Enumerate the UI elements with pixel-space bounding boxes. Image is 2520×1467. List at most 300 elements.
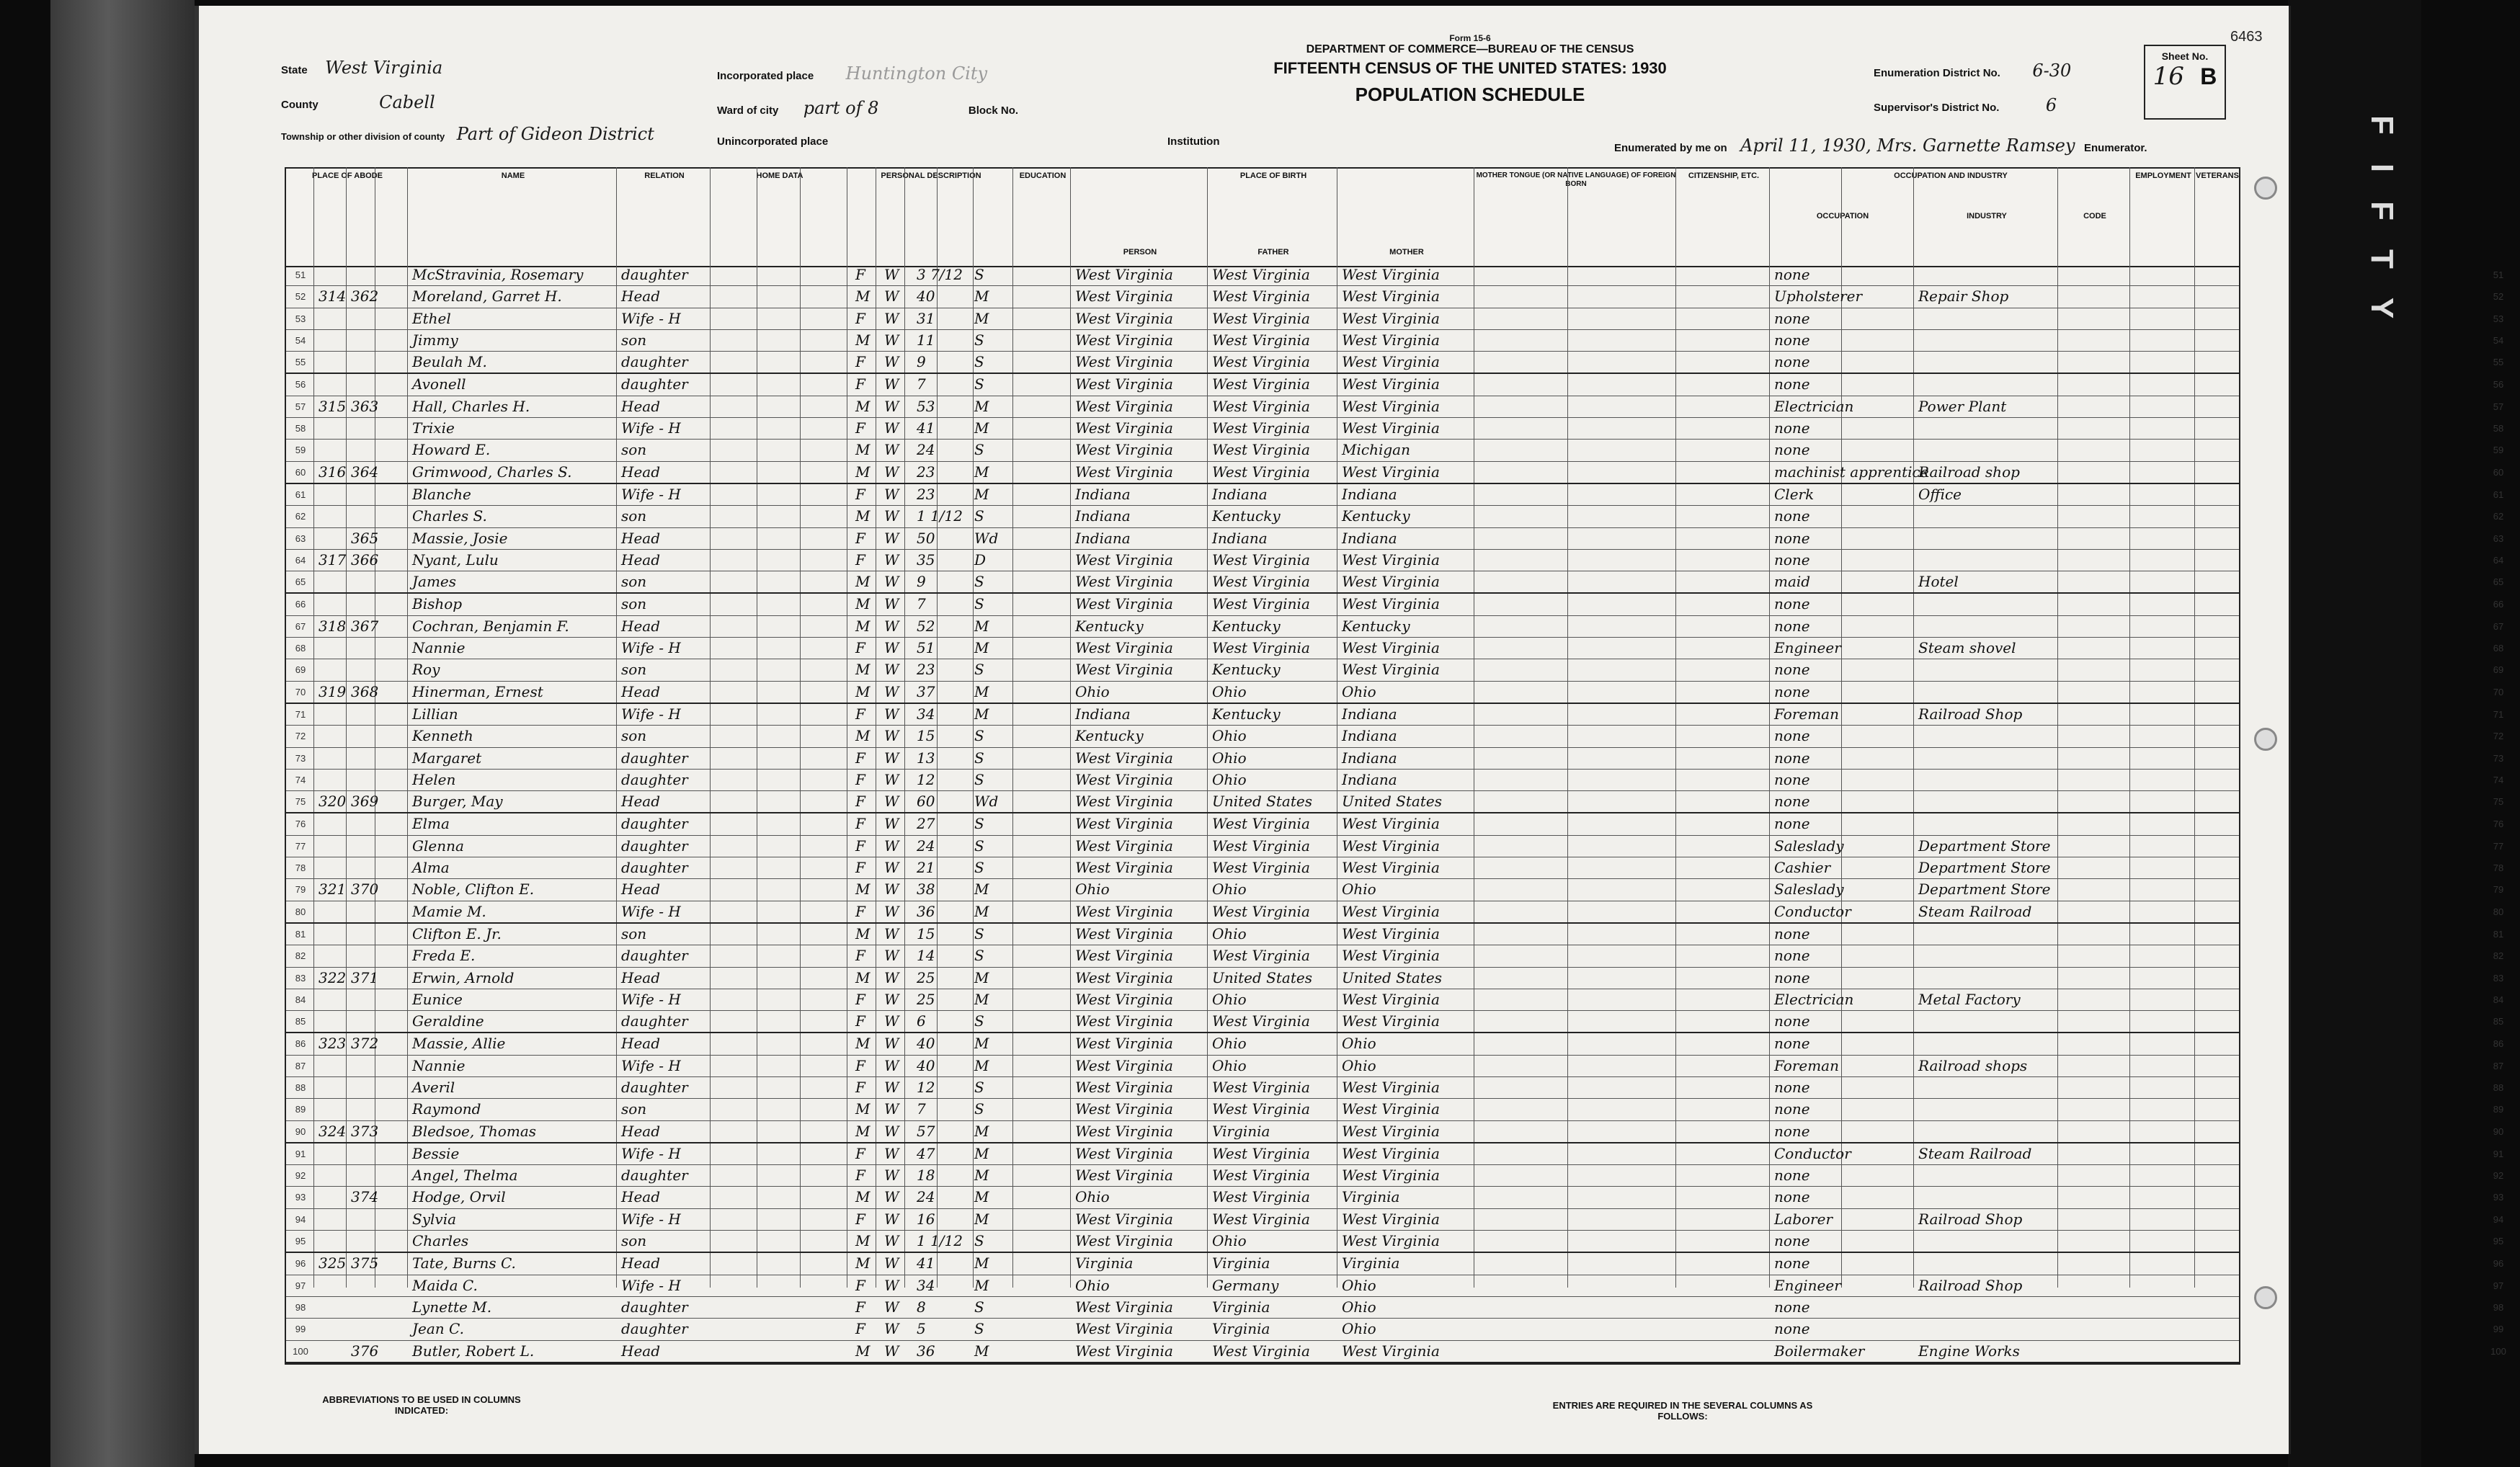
cell-sex: F <box>855 309 865 327</box>
cell-rel: Head <box>621 880 661 899</box>
cell-father: West Virginia <box>1212 1078 1310 1096</box>
cell-ind <box>1918 1253 2055 1274</box>
cell-name: Hinerman, Ernest <box>412 682 543 700</box>
cell-dw <box>319 330 347 351</box>
cell-occ: none <box>1774 266 1810 283</box>
cell-birth: West Virginia <box>1075 375 1173 393</box>
table-row <box>286 506 2504 527</box>
cell-dw <box>319 704 347 725</box>
cell-name: Hodge, Orvil <box>412 1188 506 1206</box>
cell-ind <box>1918 1011 2055 1032</box>
table-row <box>286 352 2504 374</box>
table-row <box>286 528 2504 550</box>
cell-birth: West Virginia <box>1075 441 1173 459</box>
cell-line: 97 <box>2493 1280 2504 1291</box>
cell-ms: M <box>974 287 989 306</box>
cell-race: W <box>884 1167 899 1185</box>
cell-birth: Virginia <box>1075 1254 1134 1272</box>
table-row <box>286 374 2504 396</box>
cell-mother: West Virginia <box>1342 397 1440 415</box>
cell-age: 25 <box>917 990 935 1008</box>
cell-rel: son <box>621 441 647 459</box>
line-number: 93 <box>295 1192 306 1203</box>
cell-birth: West Virginia <box>1075 859 1173 877</box>
cell-age: 37 <box>917 682 935 700</box>
cell-fam: 367 <box>351 617 379 635</box>
cell-name: Jean C. <box>412 1320 464 1338</box>
cell-birth: West Virginia <box>1075 550 1173 568</box>
cell-line: 85 <box>2493 1016 2504 1027</box>
cell-sex: F <box>855 529 865 547</box>
cell-name: McStravinia, Rosemary <box>412 266 584 283</box>
cell-sex: M <box>855 727 871 745</box>
cell-father: United States <box>1212 968 1312 986</box>
cell-line: 90 <box>2493 1125 2504 1137</box>
cell-ms: S <box>974 375 984 393</box>
line-number: 55 <box>295 357 306 368</box>
cell-line: 83 <box>2493 972 2504 984</box>
line-number: 91 <box>295 1148 306 1159</box>
cell-sex: F <box>855 1276 865 1294</box>
table-row <box>286 726 2504 747</box>
cell-ms: S <box>974 1078 984 1096</box>
line-number: 61 <box>295 489 306 500</box>
cell-dw <box>319 1275 347 1296</box>
cell-rel: Head <box>621 397 661 415</box>
cell-dw: 319 <box>319 682 347 700</box>
cell-line: 58 <box>2493 423 2504 434</box>
cell-ind <box>1918 1319 2055 1339</box>
state-label: State <box>281 64 308 76</box>
cell-ind <box>1918 748 2055 769</box>
line-number: 60 <box>295 466 306 478</box>
col-group-occupation: OCCUPATION AND INDUSTRY <box>1894 171 2008 180</box>
cell-fam <box>351 638 380 659</box>
cell-fam <box>351 1275 380 1296</box>
cell-race: W <box>884 1144 899 1162</box>
cell-name: Tate, Burns C. <box>412 1254 516 1272</box>
cell-sex: M <box>855 331 871 349</box>
cell-ind <box>1918 440 2055 460</box>
cell-ind: Railroad shops <box>1918 1056 2028 1074</box>
cell-rel: daughter <box>621 770 688 788</box>
cell-ms: S <box>974 266 984 283</box>
cell-birth: West Virginia <box>1075 749 1173 767</box>
incorporated-label: Incorporated place <box>717 70 814 82</box>
cell-race: W <box>884 397 899 415</box>
cell-line: 71 <box>2493 708 2504 720</box>
cell-age: 15 <box>917 727 935 745</box>
cell-sex: F <box>855 859 865 877</box>
cell-line: 82 <box>2493 950 2504 962</box>
col-group-home: HOME DATA <box>756 171 803 180</box>
cell-fam <box>351 770 380 790</box>
line-number: 63 <box>295 532 306 544</box>
cell-age: 23 <box>917 485 935 503</box>
cell-birth: Indiana <box>1075 485 1131 503</box>
cell-fam: 371 <box>351 968 379 986</box>
block-label: Block No. <box>968 104 1019 117</box>
cell-line: 93 <box>2493 1192 2504 1203</box>
cell-sex: M <box>855 397 871 415</box>
cell-name: Massie, Josie <box>412 529 508 547</box>
county-value: Cabell <box>379 92 435 112</box>
line-number: 58 <box>295 423 306 434</box>
cell-ms: S <box>974 859 984 877</box>
cell-line: 89 <box>2493 1104 2504 1115</box>
township-label: Township or other division of county <box>281 131 445 142</box>
cell-name: Nyant, Lulu <box>412 550 499 568</box>
cell-mother: West Virginia <box>1342 353 1440 371</box>
cell-rel: Head <box>621 1342 661 1360</box>
cell-name: Bishop <box>412 595 463 613</box>
cell-occ: none <box>1774 595 1810 613</box>
cell-rel: Wife - H <box>621 309 681 327</box>
cell-birth: West Virginia <box>1075 1320 1173 1338</box>
cell-mother: West Virginia <box>1342 1342 1440 1360</box>
cell-race: W <box>884 1254 899 1272</box>
cell-line: 94 <box>2493 1213 2504 1225</box>
cell-fam <box>351 440 380 460</box>
cell-father: West Virginia <box>1212 837 1310 855</box>
incorporated-value: Huntington City <box>845 63 988 84</box>
cell-race: W <box>884 859 899 877</box>
cell-father: West Virginia <box>1212 550 1310 568</box>
cell-ind <box>1918 550 2055 571</box>
cell-line: 77 <box>2493 840 2504 852</box>
cell-sex: M <box>855 595 871 613</box>
cell-dw <box>319 264 347 285</box>
cell-ind: Metal Factory <box>1918 990 2021 1008</box>
cell-fam: 373 <box>351 1122 379 1140</box>
cell-birth: West Virginia <box>1075 1144 1173 1162</box>
line-number: 86 <box>295 1038 306 1050</box>
cell-race: W <box>884 793 899 811</box>
cell-dw <box>319 770 347 790</box>
line-number: 87 <box>295 1060 306 1071</box>
cell-ms: M <box>974 639 989 657</box>
table-row <box>286 264 2504 286</box>
cell-race: W <box>884 639 899 657</box>
punch-hole <box>2254 177 2277 200</box>
table-row <box>286 748 2504 770</box>
cell-ms: M <box>974 1188 989 1206</box>
cell-sex: M <box>855 968 871 986</box>
table-row <box>286 901 2504 924</box>
cell-dw: 317 <box>319 550 347 568</box>
census-table <box>285 264 2506 1365</box>
cell-dw <box>319 308 347 329</box>
cell-ms: S <box>974 573 984 591</box>
cell-father: West Virginia <box>1212 902 1310 920</box>
cell-sex: M <box>855 1100 871 1118</box>
stamp-number: 6463 <box>2230 29 2263 45</box>
cell-fam <box>351 506 380 527</box>
line-number: 98 <box>295 1301 306 1313</box>
cell-ms: S <box>974 1100 984 1118</box>
cell-line: 100 <box>2490 1345 2506 1357</box>
cell-dw <box>319 813 347 834</box>
state-value: West Virginia <box>325 58 443 78</box>
cell-ind: Railroad shop <box>1918 463 2020 481</box>
cell-ms: S <box>974 837 984 855</box>
cell-rel: Wife - H <box>621 902 681 920</box>
table-row <box>286 791 2504 813</box>
sheet-side: B <box>2200 63 2217 89</box>
cell-sex: F <box>855 1078 865 1096</box>
cell-rel: daughter <box>621 859 688 877</box>
cell-sex: M <box>855 661 871 679</box>
cell-birth: West Virginia <box>1075 419 1173 437</box>
cell-ms: S <box>974 661 984 679</box>
cell-birth: West Virginia <box>1075 1100 1173 1118</box>
cell-ind: Office <box>1918 485 1962 503</box>
cell-sex: M <box>855 880 871 899</box>
cell-rel: Head <box>621 550 661 568</box>
cell-line: 70 <box>2493 686 2504 697</box>
cell-ms: Wd <box>974 793 999 811</box>
cell-birth: West Virginia <box>1075 968 1173 986</box>
cell-line: 62 <box>2493 511 2504 522</box>
cell-name: Mamie M. <box>412 902 486 920</box>
table-row <box>286 286 2504 308</box>
cell-father: Ohio <box>1212 727 1247 745</box>
cell-occ: none <box>1774 1100 1810 1118</box>
cell-sex: M <box>855 463 871 481</box>
cell-name: Nannie <box>412 1056 466 1074</box>
col-group-relation: RELATION <box>644 171 685 180</box>
cell-ind: Railroad Shop <box>1918 1276 2023 1294</box>
cell-ind: Railroad Shop <box>1918 1210 2023 1228</box>
table-row <box>286 857 2504 879</box>
cell-fam <box>351 594 380 615</box>
cell-occ: none <box>1774 550 1810 568</box>
table-row <box>286 440 2504 461</box>
cell-father: Ohio <box>1212 1035 1247 1053</box>
cell-line: 99 <box>2493 1324 2504 1335</box>
cell-father: West Virginia <box>1212 947 1310 965</box>
line-number: 83 <box>295 972 306 984</box>
cell-ind <box>1918 770 2055 790</box>
cell-dw <box>319 374 347 395</box>
cell-dw <box>319 571 347 592</box>
line-number: 66 <box>295 599 306 610</box>
cell-race: W <box>884 968 899 986</box>
cell-birth: West Virginia <box>1075 661 1173 679</box>
cell-line: 88 <box>2493 1082 2504 1093</box>
cell-birth: West Virginia <box>1075 815 1173 833</box>
cell-rel: daughter <box>621 1078 688 1096</box>
line-number: 90 <box>295 1125 306 1137</box>
line-number: 52 <box>295 291 306 303</box>
cell-race: W <box>884 947 899 965</box>
cell-name: Grimwood, Charles S. <box>412 463 572 481</box>
table-row <box>286 1187 2504 1208</box>
cell-age: 24 <box>917 441 935 459</box>
cell-rel: daughter <box>621 947 688 965</box>
cell-fam <box>351 726 380 746</box>
cell-ind <box>1918 352 2055 373</box>
cell-sex: F <box>855 1320 865 1338</box>
line-number: 57 <box>295 401 306 412</box>
cell-fam <box>351 330 380 351</box>
cell-name: Bledsoe, Thomas <box>412 1122 537 1140</box>
cell-dw <box>319 659 347 680</box>
cell-mother: West Virginia <box>1342 1167 1440 1185</box>
cell-name: Glenna <box>412 837 464 855</box>
ward-label: Ward of city <box>717 104 779 117</box>
col-group-citizenship: CITIZENSHIP, ETC. <box>1688 171 1760 180</box>
cell-father: West Virginia <box>1212 595 1310 613</box>
cell-dw <box>319 726 347 746</box>
cell-dw <box>319 1099 347 1120</box>
cell-mother: West Virginia <box>1342 902 1440 920</box>
cell-mother: United States <box>1342 793 1442 811</box>
cell-age: 21 <box>917 859 935 877</box>
cell-race: W <box>884 1078 899 1096</box>
cell-father: West Virginia <box>1212 266 1310 283</box>
col-occupation: OCCUPATION <box>1816 212 1869 220</box>
cell-rel: daughter <box>621 815 688 833</box>
table-row <box>286 704 2504 726</box>
cell-father: West Virginia <box>1212 1144 1310 1162</box>
cell-name: Trixie <box>412 419 455 437</box>
cell-father: West Virginia <box>1212 441 1310 459</box>
cell-mother: West Virginia <box>1342 1144 1440 1162</box>
cell-dw <box>319 924 347 945</box>
col-person: PERSON <box>1123 248 1157 257</box>
table-row <box>286 462 2504 484</box>
cell-father: West Virginia <box>1212 1342 1310 1360</box>
cell-ind <box>1918 1121 2055 1142</box>
cell-ms: M <box>974 880 989 899</box>
cell-ind <box>1918 308 2055 329</box>
cell-ind <box>1918 1297 2055 1318</box>
cell-line: 81 <box>2493 928 2504 940</box>
cell-line: 76 <box>2493 819 2504 830</box>
cell-age: 6 <box>917 1012 926 1030</box>
line-number: 88 <box>295 1082 306 1093</box>
cell-line: 98 <box>2493 1301 2504 1313</box>
cell-ms: M <box>974 1254 989 1272</box>
cell-sex: M <box>855 1232 871 1250</box>
col-group-abode: PLACE OF ABODE <box>312 171 383 180</box>
cell-occ: none <box>1774 749 1810 767</box>
cell-occ: none <box>1774 1078 1810 1096</box>
cell-occ: none <box>1774 727 1810 745</box>
cell-ms: M <box>974 309 989 327</box>
cell-father: Kentucky <box>1212 617 1281 635</box>
col-father: FATHER <box>1257 248 1289 257</box>
cell-ind <box>1918 1187 2055 1208</box>
cell-father: West Virginia <box>1212 331 1310 349</box>
cell-fam <box>351 1077 380 1098</box>
cell-mother: West Virginia <box>1342 573 1440 591</box>
cell-race: W <box>884 617 899 635</box>
cell-father: Indiana <box>1212 485 1268 503</box>
cell-age: 36 <box>917 1342 935 1360</box>
cell-father: Ohio <box>1212 682 1247 700</box>
cell-age: 50 <box>917 529 935 547</box>
cell-occ: Foreman <box>1774 705 1839 723</box>
cell-dw <box>319 352 347 373</box>
sheet-label: Sheet No. <box>2161 50 2209 62</box>
cell-dw <box>319 594 347 615</box>
table-row <box>286 1165 2504 1187</box>
cell-ind <box>1918 726 2055 746</box>
enumerated-field <box>1614 135 2147 156</box>
cell-occ: none <box>1774 529 1810 547</box>
table-row <box>286 813 2504 835</box>
cell-dw: 318 <box>319 617 347 635</box>
cell-sex: F <box>855 793 865 811</box>
ward-value: part of 8 <box>803 98 879 118</box>
cell-fam <box>351 924 380 945</box>
table-row <box>286 989 2504 1011</box>
cell-age: 51 <box>917 639 935 657</box>
abbreviations-title: ABBREVIATIONS TO BE USED IN COLUMNS INDICATED: <box>322 1394 521 1416</box>
cell-race: W <box>884 419 899 437</box>
cell-father: Germany <box>1212 1276 1279 1294</box>
cell-name: Roy <box>412 661 440 679</box>
cell-dw <box>319 418 347 439</box>
col-group-birth: PLACE OF BIRTH <box>1239 171 1307 180</box>
incorporated-field <box>717 63 987 84</box>
line-number: 70 <box>295 686 306 697</box>
cell-rel: Wife - H <box>621 990 681 1008</box>
cell-dw <box>319 748 347 769</box>
table-row <box>286 659 2504 681</box>
cell-ms: S <box>974 1298 984 1316</box>
cell-mother: Ohio <box>1342 1056 1376 1074</box>
cell-ms: M <box>974 1122 989 1140</box>
cell-fam <box>351 484 380 505</box>
cell-fam: 362 <box>351 287 379 306</box>
cell-ms: M <box>974 990 989 1008</box>
cell-age: 11 <box>917 331 935 349</box>
cell-dw <box>319 1077 347 1098</box>
cell-line: 79 <box>2493 884 2504 896</box>
cell-age: 5 <box>917 1320 926 1338</box>
cell-mother: United States <box>1342 968 1442 986</box>
cell-rel: Head <box>621 1122 661 1140</box>
cell-fam: 374 <box>351 1188 379 1206</box>
cell-name: Avonell <box>412 375 466 393</box>
cell-name: Geraldine <box>412 1012 484 1030</box>
cell-ms: S <box>974 1232 984 1250</box>
cell-sex: M <box>855 573 871 591</box>
line-number: 64 <box>295 554 306 566</box>
cell-ind <box>1918 374 2055 395</box>
institution-field <box>1167 135 1219 148</box>
col-industry: INDUSTRY <box>1967 212 2007 220</box>
cell-fam <box>351 1056 380 1076</box>
cell-age: 31 <box>917 309 935 327</box>
cell-mother: West Virginia <box>1342 947 1440 965</box>
cell-dw <box>319 1165 347 1186</box>
cell-sex: M <box>855 617 871 635</box>
cell-sex: F <box>855 705 865 723</box>
cell-ms: M <box>974 705 989 723</box>
cell-occ: none <box>1774 441 1810 459</box>
cell-occ: Foreman <box>1774 1056 1839 1074</box>
cell-ind: Steam Railroad <box>1918 902 2032 920</box>
cell-ms: S <box>974 924 984 942</box>
cell-rel: son <box>621 727 647 745</box>
cell-name: Alma <box>412 859 450 877</box>
cell-mother: West Virginia <box>1342 287 1440 306</box>
cell-ind <box>1918 264 2055 285</box>
